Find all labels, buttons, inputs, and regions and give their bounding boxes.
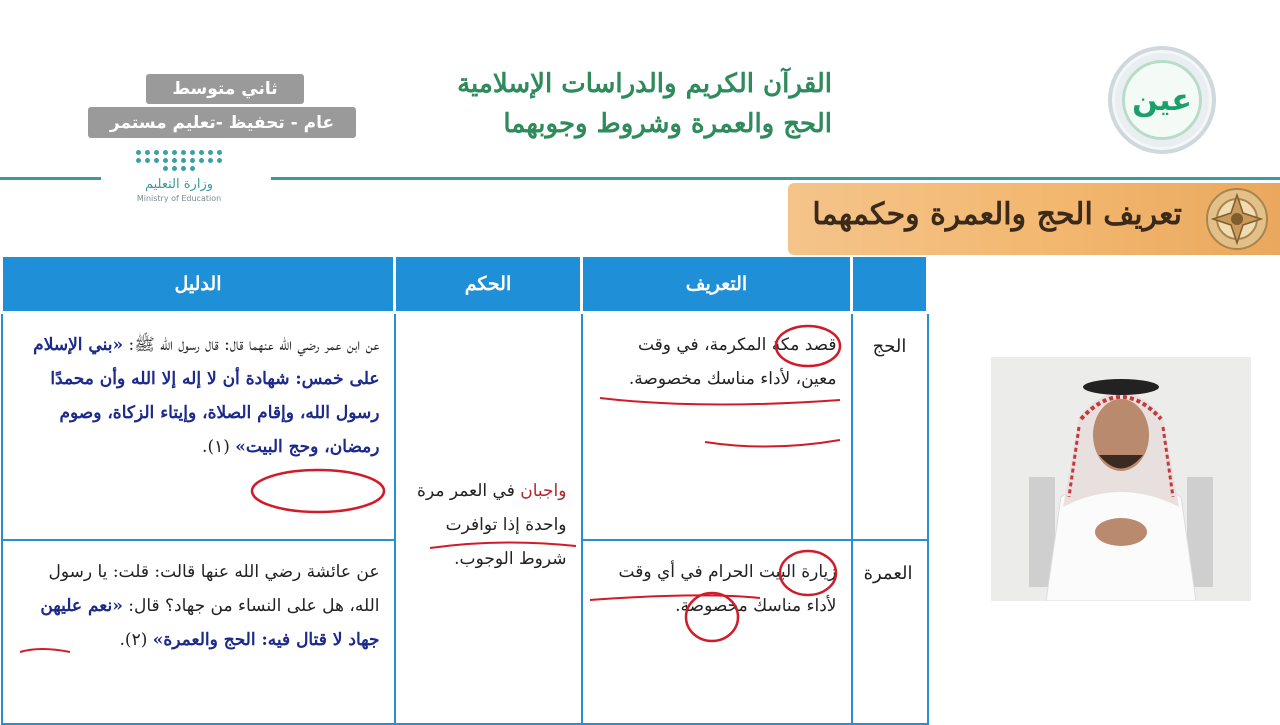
hajj-umrah-table — [0, 257, 929, 725]
table-header-row — [2, 257, 928, 313]
evidence-umrah-ref: (٢). — [119, 629, 148, 650]
header-ruling: الحكم — [395, 257, 582, 313]
section-title: تعريف الحج والعمرة وحكمهما — [812, 197, 1182, 232]
ministry-name-en: Ministry of Education — [136, 194, 222, 203]
evidence-hajj — [2, 313, 395, 540]
channel-logo-text: عين — [1122, 60, 1202, 140]
header-blank — [852, 257, 928, 313]
teacher-figure-icon — [991, 357, 1251, 601]
ministry-logo — [104, 150, 254, 230]
teacher-video — [991, 357, 1251, 601]
definition-umrah-text: زيارة البيت الحرام في أي وقت لأداء مناسك مخصوصة. — [618, 561, 837, 616]
channel-logo — [1108, 46, 1216, 154]
row-label-umrah: العمرة — [852, 540, 928, 724]
header-evidence: الدليل — [2, 257, 395, 313]
evidence-hajj-ref: (١). — [202, 437, 230, 457]
row-label-hajj: الحج — [852, 313, 928, 540]
header-divider-right — [271, 177, 1280, 180]
evidence-hajj-hadith: «بني الإسلام على خمس: شهادة أن لا إله إلا الله وأن محمدًا رسول الله، وإقام الصلاة، وإيتاء الزكاة، وصوم رمضان، وحج البيت» — [33, 335, 380, 457]
grade-badge: ثاني متوسط — [146, 74, 304, 104]
ministry-name-ar: وزارة التعليم — [144, 177, 214, 192]
course-subject: القرآن الكريم والدراسات الإسلامية — [457, 69, 832, 99]
section-banner — [788, 183, 1280, 255]
lesson-title: الحج والعمرة وشروط وجوبهما — [503, 109, 832, 139]
evidence-umrah-intro: عن عائشة رضي الله عنها قالت: قلت: يا رسول الله، هل على النساء من جهاد؟ قال: — [48, 561, 380, 616]
definition-umrah — [582, 540, 852, 724]
definition-hajj — [582, 313, 852, 540]
track-badge: عام - تحفيظ -تعليم مستمر — [88, 107, 356, 138]
definition-hajj-text: قصد مكة المكرمة، في وقت معين، لأداء مناسك مخصوصة. — [628, 335, 837, 389]
ruling-text: في العمر مرة واحدة إذا توافرت شروط الوجوب. — [417, 481, 567, 570]
ruling-keyword: واجبان — [520, 481, 567, 502]
ornament-icon — [1202, 185, 1272, 253]
course-title — [457, 64, 832, 144]
table-row-hajj — [2, 313, 928, 540]
evidence-umrah — [2, 540, 395, 724]
evidence-hajj-intro: عن ابن عمر رضي الله عنهما قال: قال رسول الله ﷺ: — [128, 335, 380, 355]
ministry-dots-icon — [133, 150, 225, 171]
header-divider-left — [0, 177, 101, 180]
header-definition: التعريف — [582, 257, 852, 313]
ruling-cell — [395, 313, 582, 724]
evidence-umrah-hadith: «نعم عليهن جهاد لا قتال فيه: الحج والعمرة» — [40, 595, 380, 650]
